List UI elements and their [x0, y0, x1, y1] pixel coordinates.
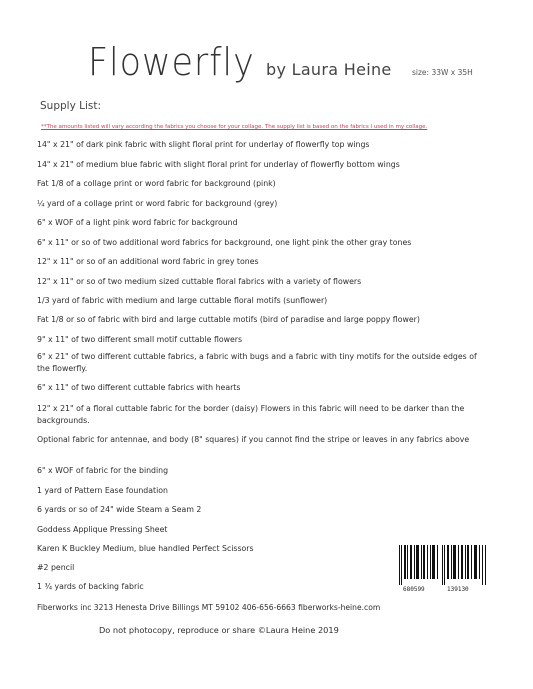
- list-item: 14" x 21" of medium blue fabric with slight floral print for underlay of flowerfly bottom wings: [37, 160, 400, 169]
- list-item: 6" x WOF of fabric for the binding: [37, 466, 169, 475]
- list-item: 9" x 11" of two different small motif cuttable flowers: [37, 335, 243, 344]
- list-item: Fat 1/8 of a collage print or word fabric for background (pink): [37, 179, 276, 188]
- amounts-note: **The amounts listed will vary according the fabrics you choose for your collage. The supply list is based on the fabrics I used in my collage.: [41, 124, 428, 130]
- list-item: Optional fabric for antennae, and body (8" squares) if you cannot find the stripe or leaves in any fabrics above: [37, 435, 470, 444]
- list-item: Goddess Applique Pressing Sheet: [37, 525, 168, 534]
- list-item: 12" x 11" or so of an additional word fabric in grey tones: [37, 257, 259, 266]
- list-item: Fat 1/8 or so of fabric with bird and large cuttable motifs (bird of paradise and large poppy flower): [37, 315, 420, 324]
- list-item: #2 pencil: [37, 563, 75, 572]
- title-row: [88, 40, 528, 90]
- company-address: Fiberworks inc 3213 Henesta Drive Billings MT 59102 406-656-6663 fiberworks-heine.com: [37, 603, 381, 612]
- list-item: 12" x 11" or so of two medium sized cuttable floral fabrics with a variety of flowers: [37, 277, 362, 286]
- copyright-notice: Do not photocopy, reproduce or share ©Laura Heine 2019: [99, 625, 339, 635]
- list-item: 6" x WOF of a light pink word fabric for background: [37, 218, 238, 227]
- barcode-bars: [397, 545, 491, 585]
- barcode-left-number: 680599: [403, 586, 425, 593]
- barcode-right-number: 139130: [447, 586, 469, 593]
- author-byline: by Laura Heine: [266, 60, 392, 79]
- list-item: 12" x 21" of a floral cuttable fabric for the border (daisy) Flowers in this fabric will need to be darker than the backgrounds.: [37, 404, 465, 425]
- list-item: 14" x 21" of dark pink fabric with slight floral print for underlay of flowerfly top wings: [37, 140, 370, 149]
- barcode: [397, 545, 491, 595]
- pattern-title: Flowerfly: [88, 40, 255, 84]
- list-item: Karen K Buckley Medium, blue handled Perfect Scissors: [37, 544, 254, 553]
- list-item: ¼ yard of a collage print or word fabric for background (grey): [37, 199, 278, 208]
- list-item: 1/3 yard of fabric with medium and large cuttable floral motifs (sunflower): [37, 296, 328, 305]
- list-item: 1 ¾ yards of backing fabric: [37, 582, 144, 591]
- list-item: 6" x 21" of two different cuttable fabrics, a fabric with bugs and a fabric with tiny motifs for the outside edges of the flowerfly.: [37, 352, 477, 373]
- size-note: size: 33W x 35H: [412, 68, 473, 77]
- supply-list-heading: Supply List:: [40, 100, 102, 112]
- list-item: 1 yard of Pattern Ease foundation: [37, 486, 168, 495]
- list-item: 6 yards or so of 24" wide Steam a Seam 2: [37, 505, 202, 514]
- list-item: 6" x 11" of two different cuttable fabrics with hearts: [37, 383, 241, 392]
- list-item: 6" x 11" or so of two additional word fabrics for background, one light pink the other gray tones: [37, 238, 412, 247]
